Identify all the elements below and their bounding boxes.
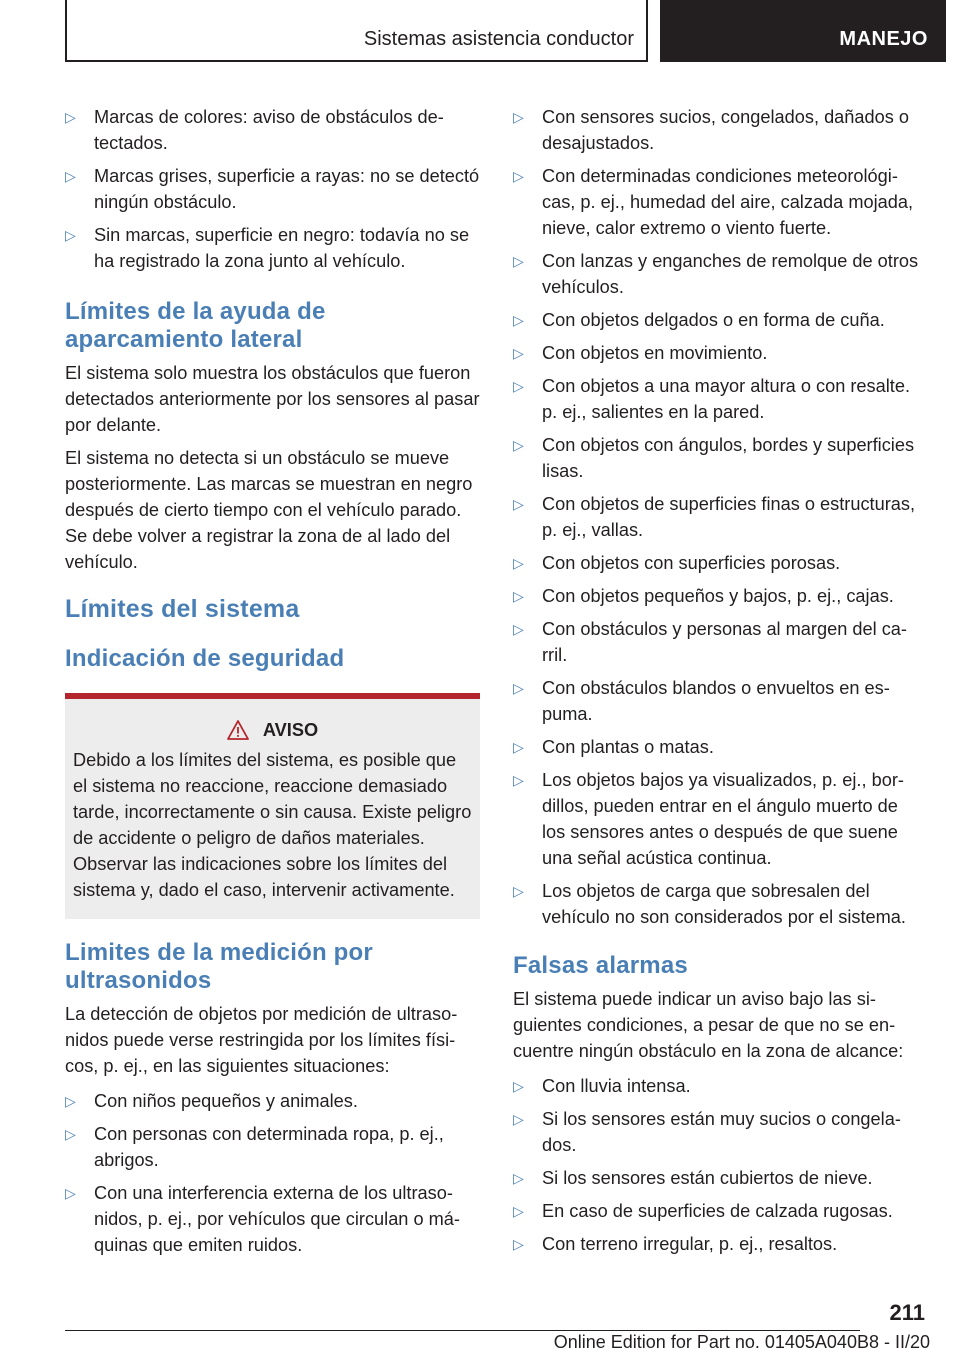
- triangle-bullet-icon: ▷: [513, 378, 524, 394]
- triangle-bullet-icon: ▷: [513, 253, 524, 269]
- list-item-text: Los objetos de carga que sobresalen del vehículo no son considerados por el sistema.: [542, 881, 906, 927]
- triangle-bullet-icon: ▷: [65, 168, 76, 184]
- right-bullet-list-top: [513, 104, 925, 930]
- triangle-bullet-icon: ▷: [513, 680, 524, 696]
- triangle-bullet-icon: ▷: [65, 1185, 76, 1201]
- triangle-bullet-icon: ▷: [65, 1093, 76, 1109]
- list-item-text: Los objetos bajos ya visualizados, p. ej., bordillos, pueden entrar en el ángulo muerto de los sensores antes o después de que suene una señal acústica continua.: [542, 770, 904, 868]
- list-item-text: Si los sensores están muy sucios o congelados.: [542, 1109, 901, 1155]
- list-item-text: Con objetos pequeños y bajos, p. ej., cajas.: [542, 586, 894, 606]
- header-chapter-title: MANEJO: [839, 28, 928, 50]
- list-item-text: Con objetos a una mayor altura o con resalte. p. ej., salientes en la pared.: [542, 376, 911, 422]
- paragraph-ultrasonic: La detección de objetos por medición de ultrasonidos puede verse restringida por los límites físicos, p. ej., en las siguientes situaciones:: [65, 1004, 458, 1076]
- triangle-bullet-icon: ▷: [513, 168, 524, 184]
- list-item: [513, 550, 925, 576]
- triangle-bullet-icon: ▷: [513, 312, 524, 328]
- list-item: [513, 1198, 925, 1224]
- triangle-bullet-icon: ▷: [513, 739, 524, 755]
- triangle-bullet-icon: ▷: [65, 109, 76, 125]
- triangle-bullet-icon: ▷: [513, 621, 524, 637]
- paragraph-parking-limits-1: El sistema solo muestra los obstáculos que fueron detectados anteriormente por los sensores al pasar por delante.: [65, 363, 480, 435]
- triangle-bullet-icon: ▷: [513, 1203, 524, 1219]
- triangle-bullet-icon: ▷: [513, 437, 524, 453]
- list-item: [513, 104, 925, 156]
- left-column: [65, 104, 480, 1265]
- triangle-bullet-icon: ▷: [513, 109, 524, 125]
- list-item: [513, 1073, 925, 1099]
- paragraph-false-alarms: El sistema puede indicar un aviso bajo las siguientes condiciones, a pesar de que no se encuentre ningún obstáculo en la zona de alcance:: [513, 989, 904, 1061]
- left-bullet-list-bottom: [65, 1088, 480, 1258]
- header-section-title: Sistemas asistencia conductor: [363, 28, 634, 50]
- list-item-text: Con objetos con ángulos, bordes y superficies lisas.: [542, 435, 915, 481]
- heading-false-alarms: Falsas alarmas: [513, 952, 688, 979]
- list-item: [513, 340, 925, 366]
- list-item-text: Con lanzas y enganches de remolque de otros vehículos.: [542, 251, 919, 297]
- list-item: [513, 163, 925, 241]
- list-item: [513, 307, 925, 333]
- list-item: [65, 1121, 480, 1173]
- list-item-text: Con niños pequeños y animales.: [94, 1091, 358, 1111]
- warning-text: Debido a los límites del sistema, es posible que el sistema no reaccione, reaccione demasiado tarde, incorrectamente o sin causa. Existe peligro de accidente o peligro de daños materiales. Observar las indicaciones sobre los límites del sistema y, dado el caso, intervenir activamente.: [73, 750, 472, 900]
- footer-rule: [65, 1330, 860, 1331]
- list-item-text: Con obstáculos blandos o envueltos en espuma.: [542, 678, 890, 724]
- triangle-bullet-icon: ▷: [65, 1126, 76, 1142]
- list-item-text: Marcas de colores: aviso de obstáculos detectados.: [94, 107, 444, 153]
- list-item-text: Si los sensores están cubiertos de nieve.: [542, 1168, 873, 1188]
- list-item-text: Con plantas o matas.: [542, 737, 714, 757]
- heading-system-limits: Límites del sistema: [65, 595, 300, 623]
- list-item: [65, 163, 480, 215]
- list-item: [65, 104, 480, 156]
- list-item-text: Con determinadas condiciones meteorológicas, p. ej., humedad del aire, calzada mojada, nieve, calor extremo o viento fuerte.: [542, 166, 914, 238]
- triangle-bullet-icon: ▷: [513, 496, 524, 512]
- list-item-text: En caso de superficies de calzada rugosas.: [542, 1201, 893, 1221]
- list-item-text: Con sensores sucios, congelados, dañados o desajustados.: [542, 107, 910, 153]
- list-item: [513, 1231, 925, 1257]
- list-item-text: Marcas grises, superficie a rayas: no se detectó ningún obstáculo.: [94, 166, 480, 212]
- heading-ultrasonic-limits: Limites de la medición por ultrasonidos: [65, 939, 373, 994]
- warning-box: [65, 693, 480, 919]
- list-item: [513, 373, 925, 425]
- heading-parking-limits: Límites de la ayuda de aparcamiento lateral: [65, 298, 326, 353]
- list-item: [513, 491, 925, 543]
- list-item: [513, 878, 925, 930]
- list-item-text: Con objetos en movimiento.: [542, 343, 768, 363]
- list-item: [65, 1088, 480, 1114]
- list-item: [513, 1165, 925, 1191]
- list-item: [513, 248, 925, 300]
- list-item: [513, 432, 925, 484]
- list-item-text: Con objetos de superficies finas o estructuras, p. ej., vallas.: [542, 494, 916, 540]
- list-item: [513, 675, 925, 727]
- list-item-text: Con lluvia intensa.: [542, 1076, 691, 1096]
- list-item-text: Sin marcas, superficie en negro: todavía no se ha registrado la zona junto al vehículo.: [94, 225, 470, 271]
- paragraph-parking-limits-2: El sistema no detecta si un obstáculo se mueve posteriormente. Las marcas se muestran en negro después de cierto tiempo con el vehículo parado. Se debe volver a registrar la zona de al lado del vehículo.: [65, 448, 473, 572]
- list-item-text: Con una interferencia externa de los ultrasonidos, p. ej., por vehículos que circulan o máquinas que emiten ruidos.: [94, 1183, 460, 1255]
- triangle-bullet-icon: ▷: [513, 1078, 524, 1094]
- list-item-text: Con obstáculos y personas al margen del carril.: [542, 619, 907, 665]
- triangle-bullet-icon: ▷: [65, 227, 76, 243]
- list-item-text: Con terreno irregular, p. ej., resaltos.: [542, 1234, 838, 1254]
- warning-title: AVISO: [262, 720, 319, 740]
- triangle-bullet-icon: ▷: [513, 1111, 524, 1127]
- header-section-box: [65, 0, 648, 62]
- triangle-bullet-icon: ▷: [513, 1236, 524, 1252]
- triangle-bullet-icon: ▷: [513, 883, 524, 899]
- page-number: 211: [889, 1300, 925, 1325]
- list-item: [65, 1180, 480, 1258]
- list-item: [513, 583, 925, 609]
- triangle-bullet-icon: ▷: [513, 588, 524, 604]
- footer-edition: Online Edition for Part no. 01405A040B8 - II/20: [553, 1332, 930, 1352]
- right-bullet-list-bottom: [513, 1073, 925, 1257]
- list-item-text: Con objetos delgados o en forma de cuña.: [542, 310, 885, 330]
- left-bullet-list-top: [65, 104, 480, 274]
- warning-header: [73, 717, 472, 743]
- right-column: [513, 104, 925, 1264]
- triangle-bullet-icon: ▷: [513, 772, 524, 788]
- list-item: [513, 767, 925, 871]
- list-item-text: Con personas con determinada ropa, p. ej., abrigos.: [94, 1124, 444, 1170]
- list-item: [65, 222, 480, 274]
- triangle-bullet-icon: ▷: [513, 555, 524, 571]
- list-item: [513, 616, 925, 668]
- header-chapter-box: [660, 0, 946, 62]
- triangle-bullet-icon: ▷: [513, 345, 524, 361]
- triangle-bullet-icon: ▷: [513, 1170, 524, 1186]
- list-item: [513, 734, 925, 760]
- warning-triangle-icon: [227, 720, 249, 740]
- list-item: [513, 1106, 925, 1158]
- heading-safety-note: Indicación de seguridad: [65, 645, 345, 672]
- list-item-text: Con objetos con superficies porosas.: [542, 553, 841, 573]
